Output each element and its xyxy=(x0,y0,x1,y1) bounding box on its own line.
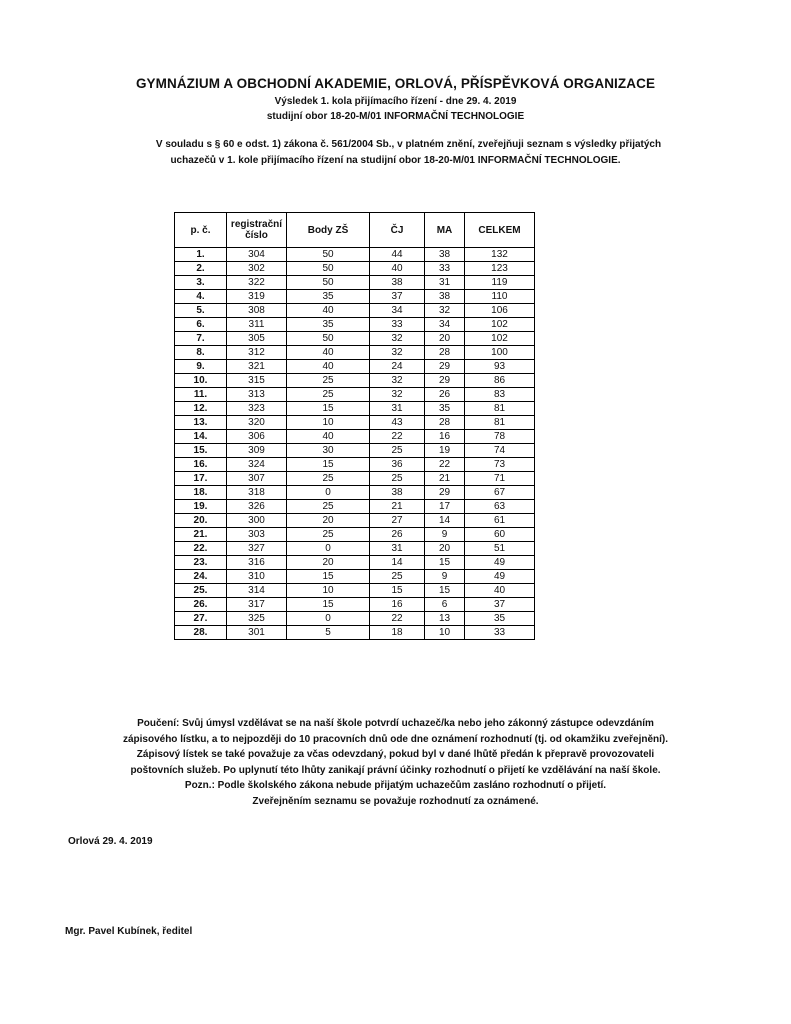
rank-cell: 1. xyxy=(175,248,227,262)
registration-number-cell: 320 xyxy=(227,416,287,430)
czech-score-cell: 25 xyxy=(370,444,425,458)
primary-school-points-cell: 40 xyxy=(287,360,370,374)
primary-school-points-cell: 15 xyxy=(287,570,370,584)
math-score-cell: 38 xyxy=(425,248,465,262)
total-score-cell: 119 xyxy=(465,276,535,290)
intro-line-1: V souladu s § 60 e odst. 1) zákona č. 561/2004 Sb., v platném znění, zveřejňuji seznam s výsledky přijatých xyxy=(155,139,662,150)
registration-number-cell: 308 xyxy=(227,304,287,318)
total-score-cell: 100 xyxy=(465,346,535,360)
total-score-cell: 60 xyxy=(465,528,535,542)
czech-score-cell: 33 xyxy=(370,318,425,332)
rank-cell: 12. xyxy=(175,402,227,416)
table-row xyxy=(175,360,535,374)
registration-number-cell: 311 xyxy=(227,318,287,332)
total-score-cell: 86 xyxy=(465,374,535,388)
czech-score-cell: 31 xyxy=(370,402,425,416)
primary-school-points-cell: 25 xyxy=(287,472,370,486)
total-score-cell: 123 xyxy=(465,262,535,276)
math-score-cell: 35 xyxy=(425,402,465,416)
notice-line: poštovních služeb. Po uplynutí této lhůty zanikají právní účinky rozhodnutí o přijetí ke vzdělávání na naší škole. xyxy=(130,764,661,776)
table-row xyxy=(175,612,535,626)
math-score-cell: 9 xyxy=(425,528,465,542)
registration-number-cell: 303 xyxy=(227,528,287,542)
primary-school-points-cell: 35 xyxy=(287,290,370,304)
table-row xyxy=(175,332,535,346)
czech-score-cell: 18 xyxy=(370,626,425,640)
total-score-cell: 102 xyxy=(465,332,535,346)
results-table-body xyxy=(175,248,535,640)
table-row xyxy=(175,416,535,430)
registration-number-cell: 315 xyxy=(227,374,287,388)
czech-score-cell: 32 xyxy=(370,374,425,388)
math-score-cell: 22 xyxy=(425,458,465,472)
czech-score-cell: 40 xyxy=(370,262,425,276)
rank-cell: 5. xyxy=(175,304,227,318)
math-score-cell: 19 xyxy=(425,444,465,458)
total-score-cell: 110 xyxy=(465,290,535,304)
rank-cell: 14. xyxy=(175,430,227,444)
total-score-cell: 83 xyxy=(465,388,535,402)
czech-score-cell: 22 xyxy=(370,430,425,444)
primary-school-points-cell: 25 xyxy=(287,500,370,514)
table-row xyxy=(175,430,535,444)
math-score-cell: 28 xyxy=(425,346,465,360)
primary-school-points-cell: 50 xyxy=(287,262,370,276)
primary-school-points-cell: 25 xyxy=(287,388,370,402)
rank-cell: 24. xyxy=(175,570,227,584)
total-score-cell: 93 xyxy=(465,360,535,374)
rank-cell: 13. xyxy=(175,416,227,430)
primary-school-points-cell: 25 xyxy=(287,528,370,542)
czech-score-cell: 24 xyxy=(370,360,425,374)
table-row xyxy=(175,402,535,416)
czech-score-cell: 27 xyxy=(370,514,425,528)
rank-cell: 27. xyxy=(175,612,227,626)
registration-number-cell: 304 xyxy=(227,248,287,262)
table-row xyxy=(175,570,535,584)
rank-cell: 11. xyxy=(175,388,227,402)
math-score-cell: 38 xyxy=(425,290,465,304)
czech-score-cell: 25 xyxy=(370,472,425,486)
registration-number-cell: 301 xyxy=(227,626,287,640)
table-row xyxy=(175,598,535,612)
math-score-cell: 14 xyxy=(425,514,465,528)
notice-line: zápisového lístku, a to nejpozději do 10 pracovních dnů ode dne oznámení rozhodnutí (tj. od okamžiku zveřejnění). xyxy=(122,733,669,745)
math-score-cell: 26 xyxy=(425,388,465,402)
total-score-cell: 132 xyxy=(465,248,535,262)
total-score-cell: 106 xyxy=(465,304,535,318)
primary-school-points-cell: 10 xyxy=(287,584,370,598)
math-score-cell: 10 xyxy=(425,626,465,640)
math-score-cell: 20 xyxy=(425,542,465,556)
total-score-cell: 63 xyxy=(465,500,535,514)
note-line: Zveřejněním seznamu se považuje rozhodnutí za oznámené. xyxy=(252,795,539,807)
primary-school-points-cell: 5 xyxy=(287,626,370,640)
rank-cell: 2. xyxy=(175,262,227,276)
rank-cell: 21. xyxy=(175,528,227,542)
total-score-cell: 49 xyxy=(465,556,535,570)
czech-score-cell: 32 xyxy=(370,332,425,346)
registration-number-cell: 317 xyxy=(227,598,287,612)
primary-school-points-cell: 30 xyxy=(287,444,370,458)
math-score-cell: 20 xyxy=(425,332,465,346)
signature: Mgr. Pavel Kubínek, ředitel xyxy=(65,926,193,937)
primary-school-points-cell: 50 xyxy=(287,248,370,262)
math-score-cell: 32 xyxy=(425,304,465,318)
primary-school-points-cell: 10 xyxy=(287,416,370,430)
rank-cell: 16. xyxy=(175,458,227,472)
intro-line-2: uchazečů v 1. kole přijímacího řízení na studijní obor 18-20-M/01 INFORMAČNÍ TECHNOLOGIE. xyxy=(170,155,621,166)
registration-number-cell: 312 xyxy=(227,346,287,360)
rank-cell: 19. xyxy=(175,500,227,514)
math-score-cell: 21 xyxy=(425,472,465,486)
rank-cell: 25. xyxy=(175,584,227,598)
rank-cell: 3. xyxy=(175,276,227,290)
notice-block xyxy=(0,716,791,809)
results-table xyxy=(174,212,535,640)
total-score-cell: 74 xyxy=(465,444,535,458)
total-score-cell: 51 xyxy=(465,542,535,556)
total-score-cell: 102 xyxy=(465,318,535,332)
primary-school-points-cell: 15 xyxy=(287,458,370,472)
program-subtitle: studijní obor 18-20-M/01 INFORMAČNÍ TECHNOLOGIE xyxy=(266,111,525,122)
registration-number-cell: 322 xyxy=(227,276,287,290)
registration-number-cell: 302 xyxy=(227,262,287,276)
total-score-cell: 35 xyxy=(465,612,535,626)
registration-number-cell: 324 xyxy=(227,458,287,472)
czech-score-cell: 21 xyxy=(370,500,425,514)
czech-score-cell: 16 xyxy=(370,598,425,612)
registration-number-cell: 321 xyxy=(227,360,287,374)
math-score-cell: 6 xyxy=(425,598,465,612)
header-math-score: MA xyxy=(425,213,465,248)
rank-cell: 4. xyxy=(175,290,227,304)
math-score-cell: 34 xyxy=(425,318,465,332)
table-row xyxy=(175,304,535,318)
rank-cell: 28. xyxy=(175,626,227,640)
notice-line: Poučení: Svůj úmysl vzdělávat se na naší škole potvrdí uchazeč/ka nebo jeho zákonný zástupce odevzdáním xyxy=(137,718,654,729)
table-row xyxy=(175,514,535,528)
czech-score-cell: 15 xyxy=(370,584,425,598)
czech-score-cell: 14 xyxy=(370,556,425,570)
table-row xyxy=(175,318,535,332)
rank-cell: 7. xyxy=(175,332,227,346)
rank-cell: 6. xyxy=(175,318,227,332)
total-score-cell: 73 xyxy=(465,458,535,472)
table-row xyxy=(175,262,535,276)
registration-number-cell: 326 xyxy=(227,500,287,514)
registration-number-cell: 323 xyxy=(227,402,287,416)
math-score-cell: 17 xyxy=(425,500,465,514)
registration-number-cell: 300 xyxy=(227,514,287,528)
table-row xyxy=(175,528,535,542)
total-score-cell: 71 xyxy=(465,472,535,486)
primary-school-points-cell: 0 xyxy=(287,612,370,626)
registration-number-cell: 313 xyxy=(227,388,287,402)
primary-school-points-cell: 35 xyxy=(287,318,370,332)
math-score-cell: 29 xyxy=(425,360,465,374)
table-row xyxy=(175,458,535,472)
primary-school-points-cell: 50 xyxy=(287,332,370,346)
table-header-row xyxy=(175,213,535,248)
math-score-cell: 15 xyxy=(425,556,465,570)
registration-number-cell: 309 xyxy=(227,444,287,458)
math-score-cell: 13 xyxy=(425,612,465,626)
header-primary-school-points: Body ZŠ xyxy=(287,213,370,248)
document-title: GYMNÁZIUM A OBCHODNÍ AKADEMIE, ORLOVÁ, PŘÍSPĚVKOVÁ ORGANIZACE xyxy=(135,76,656,91)
czech-score-cell: 25 xyxy=(370,570,425,584)
czech-score-cell: 38 xyxy=(370,276,425,290)
primary-school-points-cell: 15 xyxy=(287,598,370,612)
math-score-cell: 16 xyxy=(425,430,465,444)
total-score-cell: 33 xyxy=(465,626,535,640)
registration-number-cell: 310 xyxy=(227,570,287,584)
rank-cell: 20. xyxy=(175,514,227,528)
czech-score-cell: 22 xyxy=(370,612,425,626)
rank-cell: 18. xyxy=(175,486,227,500)
registration-number-cell: 306 xyxy=(227,430,287,444)
czech-score-cell: 36 xyxy=(370,458,425,472)
registration-number-cell: 316 xyxy=(227,556,287,570)
registration-number-cell: 327 xyxy=(227,542,287,556)
table-row xyxy=(175,472,535,486)
header-rank: p. č. xyxy=(175,213,227,248)
total-score-cell: 49 xyxy=(465,570,535,584)
primary-school-points-cell: 40 xyxy=(287,304,370,318)
total-score-cell: 40 xyxy=(465,584,535,598)
primary-school-points-cell: 50 xyxy=(287,276,370,290)
total-score-cell: 61 xyxy=(465,514,535,528)
header-registration-number: registrační číslo xyxy=(227,213,287,248)
table-row xyxy=(175,500,535,514)
primary-school-points-cell: 15 xyxy=(287,402,370,416)
round-subtitle: Výsledek 1. kola přijímacího řízení - dne 29. 4. 2019 xyxy=(274,96,517,107)
total-score-cell: 37 xyxy=(465,598,535,612)
math-score-cell: 29 xyxy=(425,486,465,500)
primary-school-points-cell: 25 xyxy=(287,374,370,388)
math-score-cell: 9 xyxy=(425,570,465,584)
table-row xyxy=(175,542,535,556)
rank-cell: 26. xyxy=(175,598,227,612)
note-line: Pozn.: Podle školského zákona nebude přijatým uchazečům zasláno rozhodnutí o přijetí. xyxy=(184,780,607,791)
math-score-cell: 29 xyxy=(425,374,465,388)
rank-cell: 23. xyxy=(175,556,227,570)
table-row xyxy=(175,556,535,570)
rank-cell: 8. xyxy=(175,346,227,360)
czech-score-cell: 26 xyxy=(370,528,425,542)
math-score-cell: 28 xyxy=(425,416,465,430)
registration-number-cell: 307 xyxy=(227,472,287,486)
primary-school-points-cell: 40 xyxy=(287,430,370,444)
header-czech-score: ČJ xyxy=(370,213,425,248)
total-score-cell: 78 xyxy=(465,430,535,444)
table-row xyxy=(175,276,535,290)
primary-school-points-cell: 20 xyxy=(287,556,370,570)
rank-cell: 9. xyxy=(175,360,227,374)
place-and-date: Orlová 29. 4. 2019 xyxy=(68,836,153,847)
math-score-cell: 15 xyxy=(425,584,465,598)
primary-school-points-cell: 20 xyxy=(287,514,370,528)
czech-score-cell: 38 xyxy=(370,486,425,500)
czech-score-cell: 44 xyxy=(370,248,425,262)
rank-cell: 22. xyxy=(175,542,227,556)
czech-score-cell: 37 xyxy=(370,290,425,304)
primary-school-points-cell: 40 xyxy=(287,346,370,360)
registration-number-cell: 319 xyxy=(227,290,287,304)
table-row xyxy=(175,346,535,360)
total-score-cell: 81 xyxy=(465,402,535,416)
table-row xyxy=(175,248,535,262)
table-row xyxy=(175,374,535,388)
registration-number-cell: 305 xyxy=(227,332,287,346)
math-score-cell: 31 xyxy=(425,276,465,290)
czech-score-cell: 43 xyxy=(370,416,425,430)
header-total-score: CELKEM xyxy=(465,213,535,248)
table-row xyxy=(175,584,535,598)
registration-number-cell: 325 xyxy=(227,612,287,626)
registration-number-cell: 318 xyxy=(227,486,287,500)
rank-cell: 10. xyxy=(175,374,227,388)
rank-cell: 17. xyxy=(175,472,227,486)
registration-number-cell: 314 xyxy=(227,584,287,598)
primary-school-points-cell: 0 xyxy=(287,542,370,556)
total-score-cell: 67 xyxy=(465,486,535,500)
total-score-cell: 81 xyxy=(465,416,535,430)
czech-score-cell: 31 xyxy=(370,542,425,556)
table-row xyxy=(175,388,535,402)
table-row xyxy=(175,486,535,500)
table-row xyxy=(175,626,535,640)
czech-score-cell: 32 xyxy=(370,346,425,360)
czech-score-cell: 32 xyxy=(370,388,425,402)
table-row xyxy=(175,444,535,458)
primary-school-points-cell: 0 xyxy=(287,486,370,500)
notice-line: Zápisový lístek se také považuje za včas odevzdaný, pokud byl v dané lhůtě předán k přepravě provozovateli xyxy=(136,749,655,760)
rank-cell: 15. xyxy=(175,444,227,458)
table-row xyxy=(175,290,535,304)
czech-score-cell: 34 xyxy=(370,304,425,318)
math-score-cell: 33 xyxy=(425,262,465,276)
